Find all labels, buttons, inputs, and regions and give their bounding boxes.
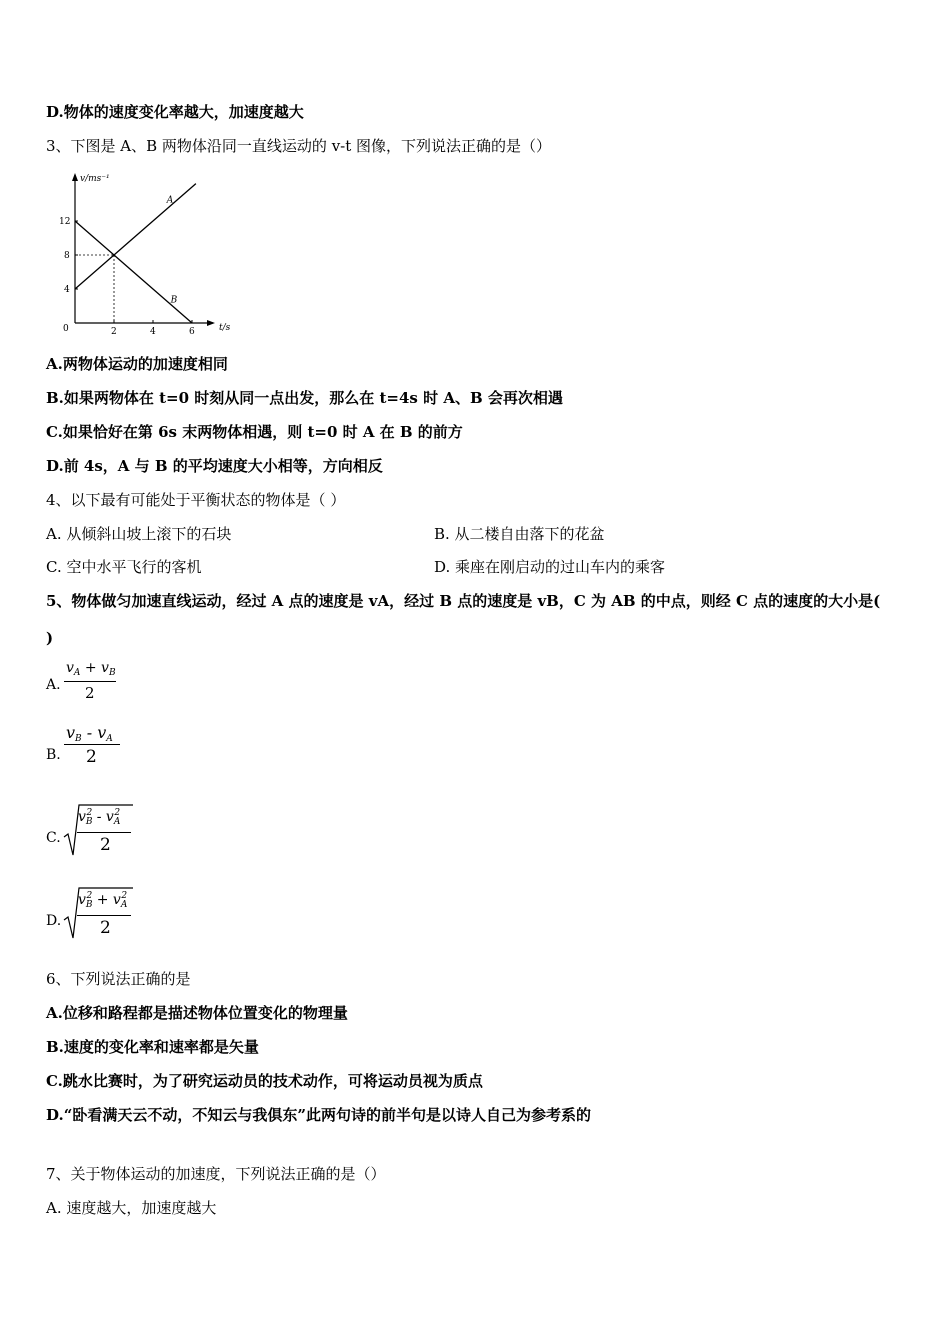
- q7-stem: 7、关于物体运动的加速度，下列说法正确的是（）: [46, 1165, 386, 1183]
- q6-option-c: C.跳水比赛时，为了研究运动员的技术动作，可将运动员视为质点: [46, 1072, 483, 1090]
- q5-option-c-numerator: $v_B^2 - v_A^2$: [78, 808, 121, 827]
- q5-option-d-numerator: $v_B^2 + v_A^2$: [78, 891, 128, 910]
- q4-stem: 4、以下最有可能处于平衡状态的物体是（ ）: [46, 491, 346, 509]
- q5-option-d-label: D.: [46, 913, 62, 929]
- q5-stem-close: ): [46, 629, 54, 647]
- x-tick-label-2: 2: [111, 327, 117, 337]
- q6-option-a: A.位移和路程都是描述物体位置变化的物理量: [46, 1004, 348, 1022]
- q5-option-b-numerator: $v_B - v_A$: [66, 723, 113, 744]
- q4-option-c: C. 空中水平飞行的客机: [46, 558, 202, 576]
- q5-option-a-numerator: $v_A + v_B$: [66, 660, 116, 678]
- q3-option-b: B.如果两物体在 t=0 时刻从同一点出发，那么在 t=4s 时 A、B 会再次相遇: [46, 389, 563, 407]
- q5-option-a-label: A.: [46, 677, 61, 693]
- q5-option-b-label: B.: [46, 747, 61, 763]
- vt-chart: [45, 165, 245, 340]
- x-axis-label: t/s: [219, 323, 231, 333]
- q7-option-a: A. 速度越大，加速度越大: [46, 1199, 217, 1217]
- y-tick-label-4: 4: [64, 285, 70, 295]
- q3-stem: 3、下图是 A、B 两物体沿同一直线运动的 v-t 图像，下列说法正确的是（）: [46, 137, 552, 155]
- x-tick-label-4: 4: [150, 327, 156, 337]
- x-tick-label-6: 6: [189, 327, 195, 337]
- q4-option-a: A. 从倾斜山坡上滚下的石块: [46, 525, 232, 543]
- q2-option-d: D.物体的速度变化率越大，加速度越大: [46, 103, 304, 121]
- q5-option-d-denominator: 2: [100, 918, 111, 938]
- q6-stem: 6、下列说法正确的是: [46, 970, 191, 988]
- q3-option-c: C.如果恰好在第 6s 末两物体相遇，则 t=0 时 A 在 B 的前方: [46, 423, 463, 441]
- q5-option-c-denominator: 2: [100, 835, 111, 855]
- q5-option-c-label: C.: [46, 830, 61, 846]
- q5-option-a-denominator: 2: [85, 684, 95, 702]
- q4-option-b: B. 从二楼自由落下的花盆: [434, 525, 605, 543]
- q3-option-a: A.两物体运动的加速度相同: [46, 355, 228, 373]
- series-label-A: A: [166, 195, 174, 206]
- q4-option-d: D. 乘座在刚启动的过山车内的乘客: [434, 558, 666, 576]
- y-axis-label: v/ms⁻¹: [80, 174, 110, 184]
- x-axis-arrow: [207, 320, 215, 326]
- y-axis-arrow: [72, 173, 78, 181]
- q3-option-d: D.前 4s，A 与 B 的平均速度大小相等，方向相反: [46, 457, 383, 475]
- q5-option-b-denominator: 2: [86, 747, 97, 767]
- y-tick-label-12: 12: [59, 217, 71, 227]
- y-tick-label-8: 8: [64, 251, 70, 261]
- q6-option-b: B.速度的变化率和速率都是矢量: [46, 1038, 259, 1056]
- series-line-B: [75, 221, 192, 323]
- series-label-B: B: [170, 295, 178, 306]
- q6-option-d: D.“卧看满天云不动，不知云与我俱东”此两句诗的前半句是以诗人自己为参考系的: [46, 1106, 591, 1124]
- q5-stem: 5、物体做匀加速直线运动，经过 A 点的速度是 vA，经过 B 点的速度是 vB，C 为 AB 的中点，则经 C 点的速度的大小是(: [46, 592, 881, 610]
- origin-label: 0: [63, 324, 69, 334]
